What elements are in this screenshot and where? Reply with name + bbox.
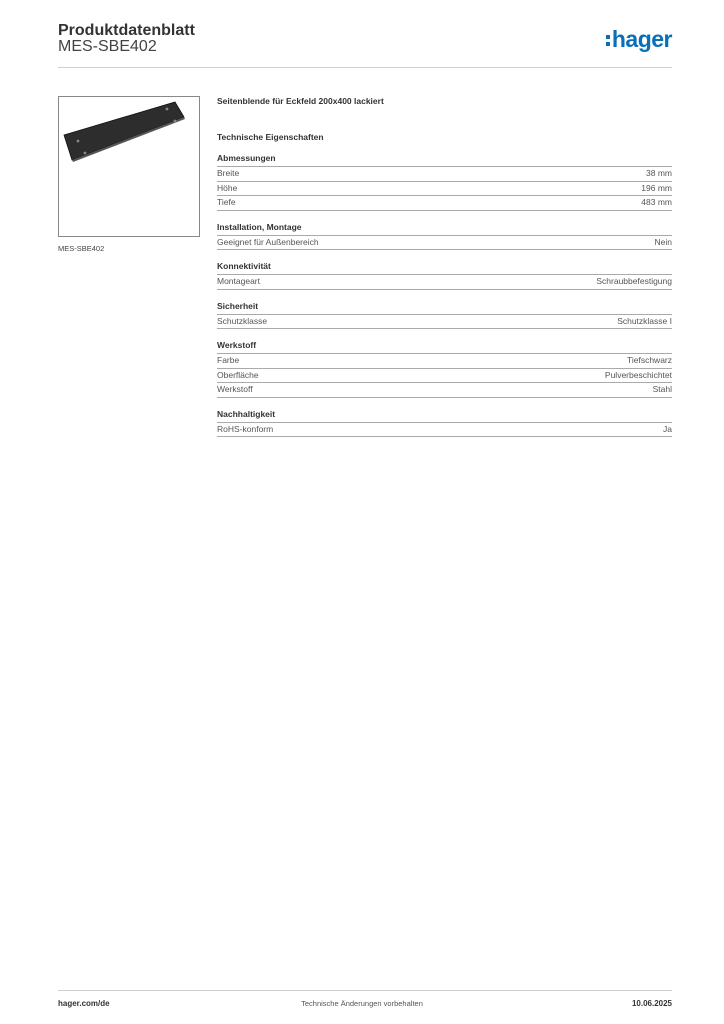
section-connectivity xyxy=(217,261,672,290)
product-image xyxy=(58,96,200,237)
property-label: Werkstoff xyxy=(217,384,253,394)
section-sustainability xyxy=(217,409,672,438)
property-row xyxy=(217,236,672,251)
page-subtitle: MES-SBE402 xyxy=(58,38,157,55)
footer-date: 10.06.2025 xyxy=(631,999,672,1008)
property-value: Stahl xyxy=(652,384,672,394)
section-material xyxy=(217,340,672,398)
property-label: Breite xyxy=(217,168,240,178)
property-value: Tiefschwarz xyxy=(626,355,672,365)
section-title: Werkstoff xyxy=(217,340,672,354)
property-row xyxy=(217,196,672,211)
footer-notice: Technische Änderungen vorbehalten xyxy=(301,999,423,1008)
section-title: Installation, Montage xyxy=(217,222,672,236)
property-label: RoHS-konform xyxy=(217,423,274,434)
property-value: Ja xyxy=(663,423,672,434)
property-row xyxy=(217,354,672,369)
image-caption: MES-SBE402 xyxy=(58,244,105,253)
property-row xyxy=(217,369,672,384)
hager-logo xyxy=(606,28,672,51)
logo-text: hager xyxy=(611,26,672,52)
product-name: Seitenblende für Eckfeld 200x400 lackiert xyxy=(217,96,384,106)
section-title: Sicherheit xyxy=(217,301,672,315)
section-title: Konnektivität xyxy=(217,261,672,275)
footer-website-link[interactable]: hager.com/de xyxy=(58,999,110,1008)
property-row xyxy=(217,315,672,330)
property-label: Oberfläche xyxy=(217,369,259,380)
property-value: Schraubbefestigung xyxy=(596,276,672,286)
section-safety xyxy=(217,301,672,330)
property-row xyxy=(217,275,672,290)
property-row xyxy=(217,167,672,182)
side-panel-illustration xyxy=(59,97,199,236)
property-label: Höhe xyxy=(217,182,238,193)
property-label: Geeignet für Außenbereich xyxy=(217,236,319,247)
property-value: 196 mm xyxy=(641,182,672,193)
section-installation xyxy=(217,222,672,251)
property-value: 38 mm xyxy=(646,168,672,178)
product-details xyxy=(217,96,672,448)
property-row xyxy=(217,383,672,398)
property-label: Tiefe xyxy=(217,197,236,207)
property-label: Farbe xyxy=(217,355,240,365)
property-value: Schutzklasse I xyxy=(617,315,672,326)
property-label: Schutzklasse xyxy=(217,315,268,326)
section-title: Nachhaltigkeit xyxy=(217,409,672,423)
logo-dots-icon xyxy=(606,35,610,46)
section-dimensions xyxy=(217,153,672,211)
property-value: 483 mm xyxy=(641,197,672,207)
property-row xyxy=(217,182,672,197)
property-value: Nein xyxy=(654,236,672,247)
page-title: Produktdatenblatt xyxy=(58,22,195,39)
footer-divider xyxy=(58,990,672,991)
property-row xyxy=(217,423,672,438)
technical-properties-heading: Technische Eigenschaften xyxy=(217,132,324,142)
header-divider xyxy=(58,67,672,68)
property-label: Montageart xyxy=(217,276,260,286)
section-title: Abmessungen xyxy=(217,153,672,167)
property-value: Pulverbeschichtet xyxy=(604,369,672,380)
